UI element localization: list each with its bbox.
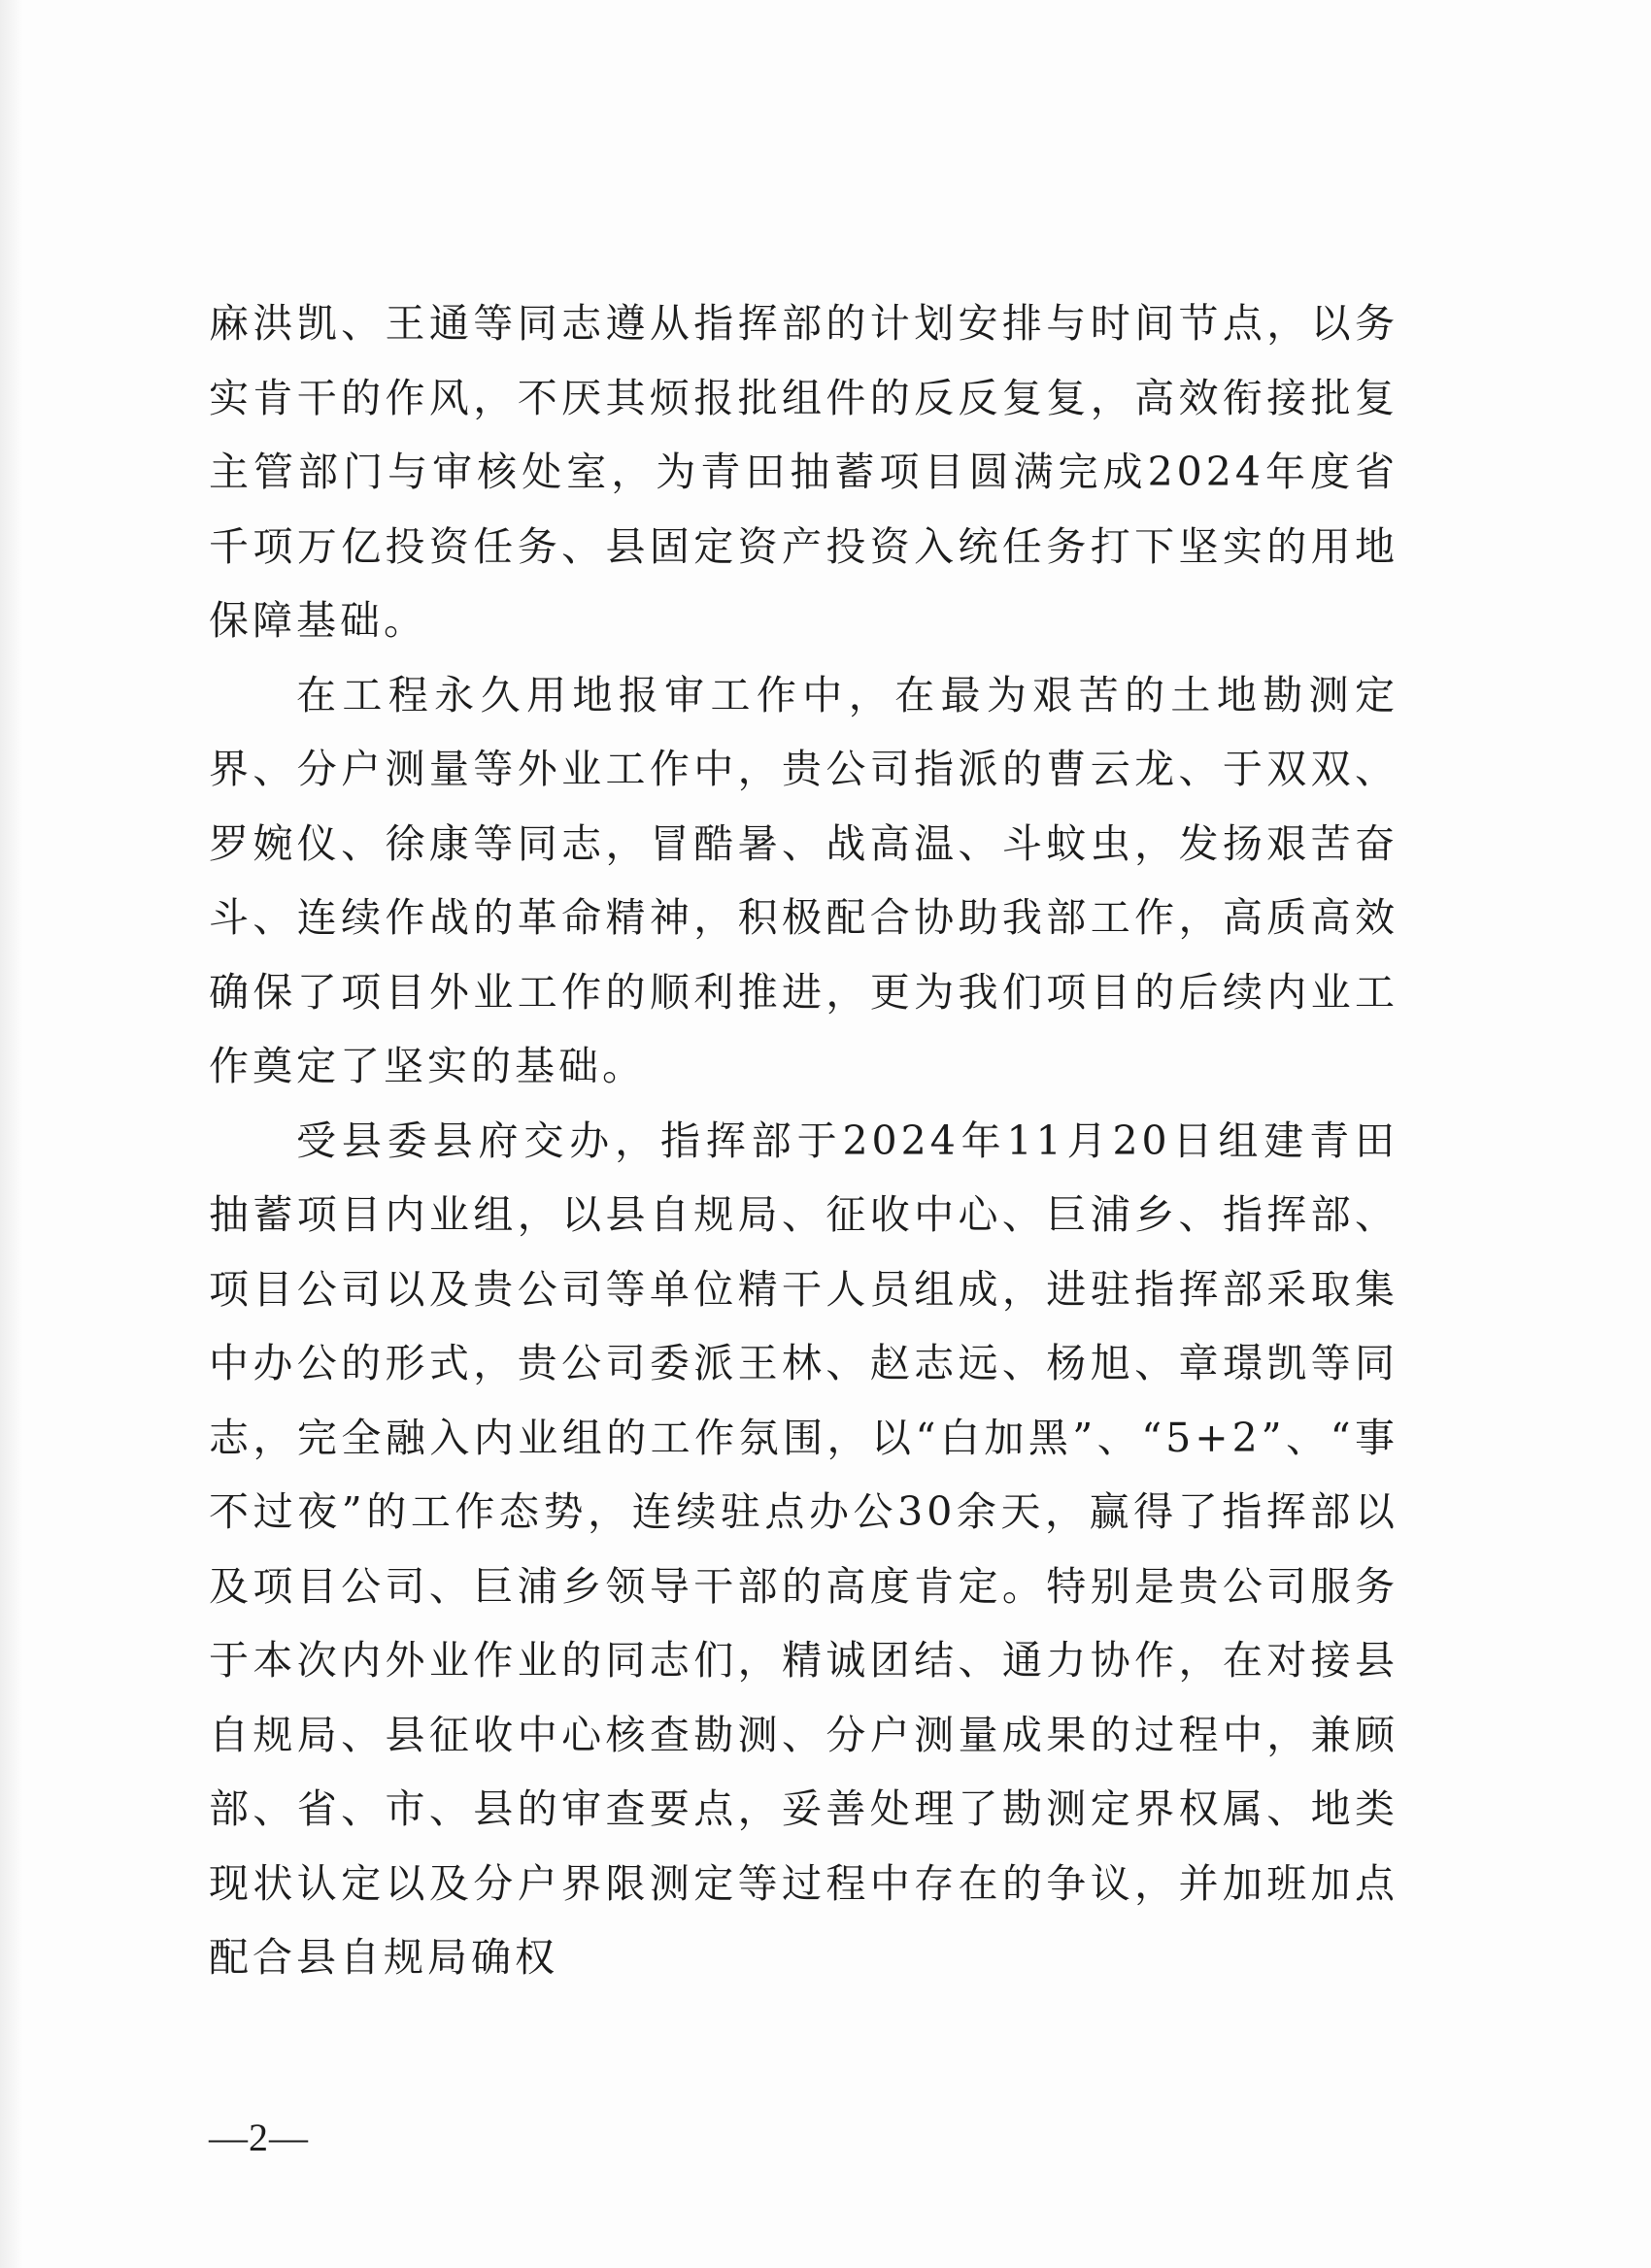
body-text [209,286,1398,1995]
paragraph-field-survey: 在工程永久用地报审工作中，在最为艰苦的土地勘测定界、分户测量等外业工作中，贵公司指派的曹云龙、于双双、罗婉仪、徐康等同志，冒酷暑、战高温、斗蚊虫，发扬艰苦奋斗、连续作战的革命精神，积极配合协助我部工作，高质高效确保了项目外业工作的顺利推进，更为我们项目的后续内业工作奠定了坚实的基础。 [209,671,1398,1089]
page-number: —2— [209,2116,309,2159]
paragraph-internal-group: 受县委县府交办，指挥部于2024年11月20日组建青田抽蓄项目内业组，以县自规局、征收中心、巨浦乡、指挥部、项目公司以及贵公司等单位精干人员组成，进驻指挥部采取集中办公的形式，贵公司委派王林、赵志远、杨旭、章璟凯等同志，完全融入内业组的工作氛围，以“白加黑”、“5+2”、“事不过夜”的工作态势，连续驻点办公30余天，赢得了指挥部以及项目公司、巨浦乡领导干部的高度肯定。特别是贵公司服务于本次内外业作业的同志们，精诚团结、通力协作，在对接县自规局、县征收中心核查勘测、分户测量成果的过程中，兼顾部、省、市、县的审查要点，妥善处理了勘测定界权属、地类现状认定以及分户界限测定等过程中存在的争议，并加班加点配合县自规局确权 [209,1117,1398,1981]
paragraph-continuation: 麻洪凯、王通等同志遵从指挥部的计划安排与时间节点，以务实肯干的作风，不厌其烦报批组件的反反复复，高效衔接批复主管部门与审核处室，为青田抽蓄项目圆满完成2024年度省千项万亿投资任务、县固定资产投资入统任务打下坚实的用地保障基础。 [209,300,1398,644]
scan-edge-shadow [0,0,23,2268]
